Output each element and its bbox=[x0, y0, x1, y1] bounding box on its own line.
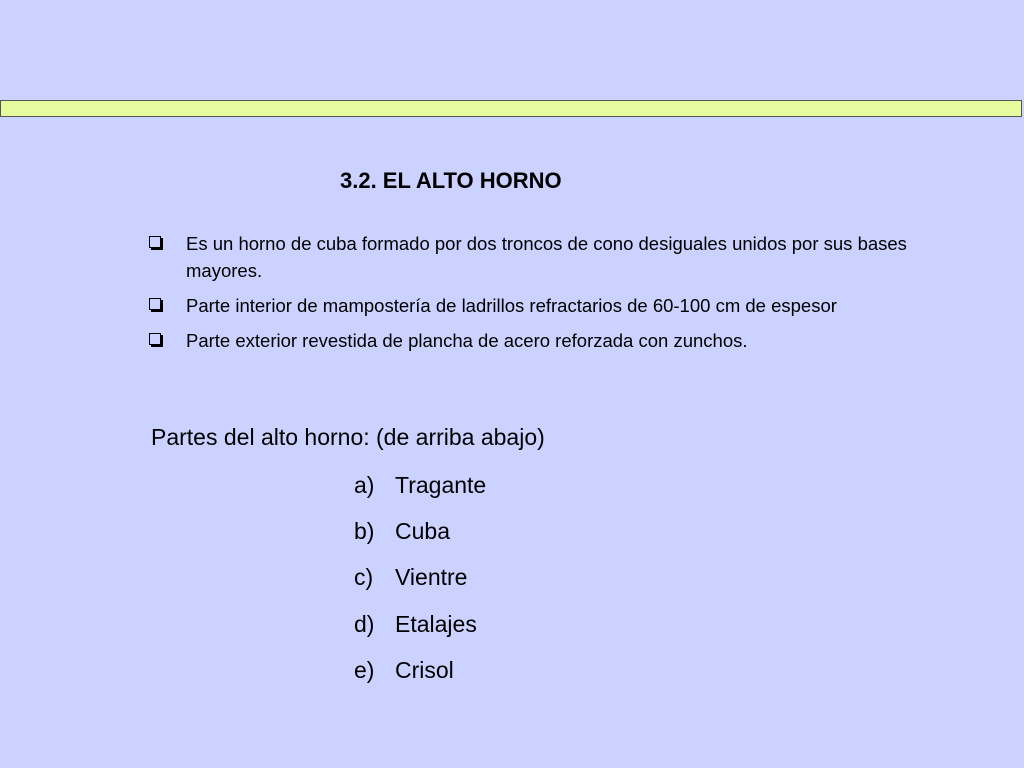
parts-heading: Partes del alto horno: (de arriba abajo) bbox=[151, 424, 545, 450]
part-letter: c) bbox=[354, 564, 374, 591]
part-name: Tragante bbox=[395, 472, 487, 498]
checkbox-bullet-icon bbox=[149, 298, 161, 310]
part-letter: d) bbox=[354, 610, 375, 637]
part-item bbox=[354, 558, 486, 604]
part-item bbox=[354, 605, 486, 651]
bullet-item bbox=[146, 292, 936, 319]
bullet-text: Es un horno de cuba formado por dos troncos de cono desiguales unidos por sus bases mayores. bbox=[186, 233, 907, 281]
part-item bbox=[354, 651, 486, 697]
bullet-item bbox=[146, 327, 936, 354]
bullet-item bbox=[146, 230, 936, 284]
bullet-text: Parte interior de mampostería de ladrillos refractarios de 60-100 cm de espesor bbox=[186, 295, 837, 316]
part-letter: e) bbox=[354, 656, 375, 683]
checkbox-bullet-icon bbox=[149, 333, 161, 345]
part-item bbox=[354, 512, 486, 558]
part-letter: b) bbox=[354, 518, 375, 545]
part-letter: a) bbox=[354, 472, 375, 498]
slide-title: 3.2. EL ALTO HORNO bbox=[340, 168, 562, 193]
checkbox-bullet-icon bbox=[149, 236, 161, 248]
part-item bbox=[354, 466, 486, 512]
part-name: Cuba bbox=[395, 518, 450, 545]
bullet-text: Parte exterior revestida de plancha de acero reforzada con zunchos. bbox=[186, 330, 748, 351]
part-name: Crisol bbox=[395, 656, 454, 683]
accent-bar bbox=[0, 100, 1022, 117]
parts-list bbox=[354, 466, 486, 697]
part-name: Etalajes bbox=[395, 610, 477, 637]
bullet-list bbox=[146, 230, 936, 362]
part-name: Vientre bbox=[395, 564, 468, 591]
